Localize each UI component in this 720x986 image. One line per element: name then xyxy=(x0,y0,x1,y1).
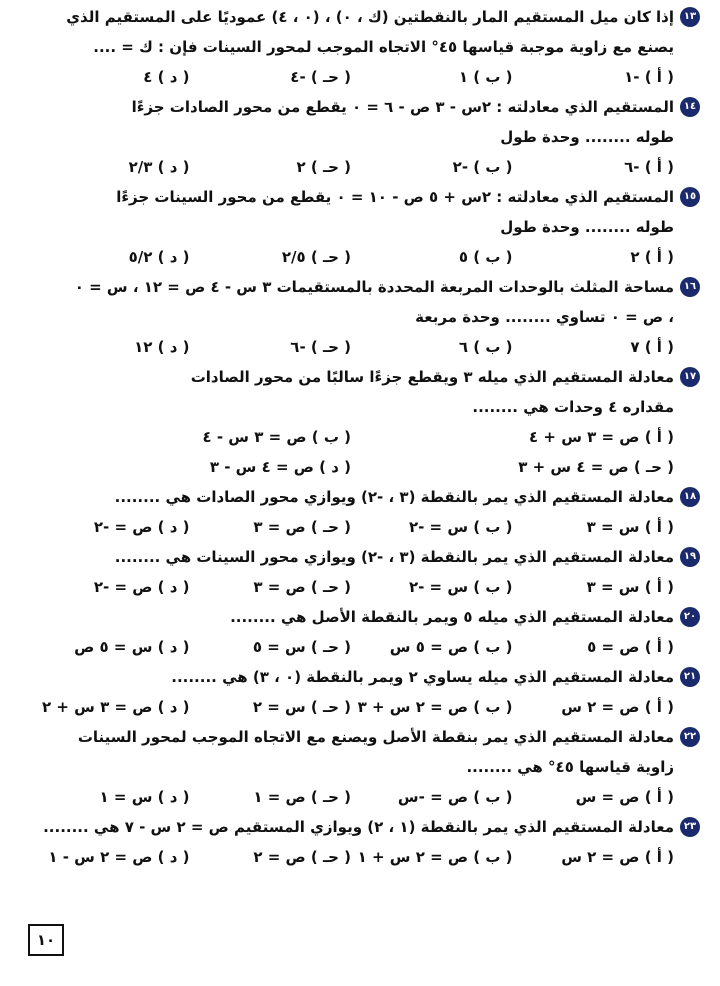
choice-b[interactable]: ( ب ) ١ xyxy=(458,68,513,86)
choice-c[interactable]: ( حـ ) ص = ٢ xyxy=(253,848,351,866)
choices-row xyxy=(28,512,700,542)
choice-a[interactable]: ( أ ) ٧ xyxy=(630,338,674,356)
choice-d[interactable]: ( د ) ٢/٣ xyxy=(128,158,190,176)
choices-row xyxy=(28,332,700,362)
choice-d[interactable]: ( د ) ص = ٢ س - ١ xyxy=(48,848,190,866)
question-text: المستقيم الذي معادلته : ٢س + ٥ ص - ١٠ = ٠ يقطع من محور السينات جزءًا xyxy=(116,188,674,206)
choice-a[interactable]: ( أ ) -٦ xyxy=(624,158,674,176)
question-number-badge: ١٨ xyxy=(680,487,700,507)
question-23 xyxy=(28,812,700,872)
question-text: معادلة المستقيم الذي يمر بنقطة الأصل ويصنع مع الاتجاه الموجب لمحور السينات xyxy=(77,728,674,746)
question-20 xyxy=(28,602,700,662)
choice-c[interactable]: ( حـ ) ص = ٣ xyxy=(253,578,351,596)
choices-row xyxy=(28,842,700,872)
choices-row xyxy=(28,242,700,272)
question-text: معادلة المستقيم الذي ميله ٥ ويمر بالنقطة الأصل هي ........ xyxy=(230,608,674,626)
choice-b[interactable]: ( ب ) ص = ٢ س + ٣ xyxy=(357,698,513,716)
choice-c[interactable]: ( حـ ) ص = ٤ س + ٣ xyxy=(518,458,674,476)
question-text: طوله ........ وحدة طول xyxy=(500,128,674,146)
choices-row xyxy=(28,452,700,482)
question-17 xyxy=(28,362,700,482)
choice-c[interactable]: ( حـ ) -٤ xyxy=(290,68,351,86)
choices-row xyxy=(28,572,700,602)
question-text: مقداره ٤ وحدات هي ........ xyxy=(472,398,674,416)
question-text: معادلة المستقيم الذي ميله ٣ ويقطع جزءًا سالبًا من محور الصادات xyxy=(190,368,674,386)
choices-row xyxy=(28,692,700,722)
choice-c[interactable]: ( حـ ) ٢ xyxy=(296,158,351,176)
question-text: معادلة المستقيم الذي يمر بالنقطة (١ ، ٢) ويوازي المستقيم ص = ٢ س - ٧ هي ........ xyxy=(43,818,674,836)
choice-b[interactable]: ( ب ) -٢ xyxy=(452,158,513,176)
choice-c[interactable]: ( حـ ) ص = ٣ xyxy=(253,518,351,536)
choice-d[interactable]: ( د ) ص = -٢ xyxy=(93,518,190,536)
choice-b[interactable]: ( ب ) ٥ xyxy=(458,248,513,266)
choice-a[interactable]: ( أ ) ص = س xyxy=(575,788,674,806)
question-text: زاوية قياسها ٤٥° هي ........ xyxy=(466,758,674,776)
choice-d[interactable]: ( د ) ٤ xyxy=(143,68,190,86)
choice-d[interactable]: ( د ) س = ٥ ص xyxy=(74,638,190,656)
choice-a[interactable]: ( أ ) ص = ٥ xyxy=(587,638,674,656)
question-18 xyxy=(28,482,700,542)
choice-d[interactable]: ( د ) ص = ٣ س + ٢ xyxy=(41,698,190,716)
choice-d[interactable]: ( د ) س = ١ xyxy=(99,788,190,806)
question-text: المستقيم الذي معادلته : ٢س - ٣ ص - ٦ = ٠ يقطع من محور الصادات جزءًا xyxy=(131,98,674,116)
choice-b[interactable]: ( ب ) ص = ٥ س xyxy=(389,638,513,656)
choice-a[interactable]: ( أ ) ص = ٢ س xyxy=(561,848,674,866)
question-text: معادلة المستقيم الذي يمر بالنقطة (٣ ، -٢) ويوازي محور الصادات هي ........ xyxy=(114,488,674,506)
choice-b[interactable]: ( ب ) ٦ xyxy=(458,338,513,356)
choice-c[interactable]: ( حـ ) ص = ١ xyxy=(253,788,351,806)
choice-a[interactable]: ( أ ) ص = ٢ س xyxy=(561,698,674,716)
choice-b[interactable]: ( ب ) س = -٢ xyxy=(408,578,513,596)
choice-b[interactable]: ( ب ) ص = -س xyxy=(397,788,513,806)
choice-c[interactable]: ( حـ ) س = ٥ xyxy=(252,638,351,656)
choice-d[interactable]: ( د ) ص = ٤ س - ٣ xyxy=(209,458,351,476)
question-number-badge: ٢٣ xyxy=(680,817,700,837)
question-text: مساحة المثلث بالوحدات المربعة المحددة بالمستقيمات ٣ س - ٤ ص = ١٢ ، س = ٠ xyxy=(74,278,674,296)
question-13 xyxy=(28,2,700,92)
choices-row xyxy=(28,782,700,812)
choices-row xyxy=(28,62,700,92)
choice-b[interactable]: ( ب ) س = -٢ xyxy=(408,518,513,536)
question-text: ، ص = ٠ تساوي ........ وحدة مربعة xyxy=(415,308,674,326)
question-14 xyxy=(28,92,700,182)
choice-a[interactable]: ( أ ) ٢ xyxy=(630,248,674,266)
question-22 xyxy=(28,722,700,812)
question-text: يصنع مع زاوية موجبة قياسها ٤٥° الاتجاه الموجب لمحور السينات فإن : ك = .... xyxy=(93,38,674,56)
choice-c[interactable]: ( حـ ) س = ٢ xyxy=(252,698,351,716)
question-21 xyxy=(28,662,700,722)
choice-d[interactable]: ( د ) ١٢ xyxy=(134,338,190,356)
question-number-badge: ١٦ xyxy=(680,277,700,297)
question-number-badge: ٢٢ xyxy=(680,727,700,747)
choice-a[interactable]: ( أ ) س = ٣ xyxy=(586,578,674,596)
question-text: معادلة المستقيم الذي يمر بالنقطة (٣ ، -٢) ويوازي محور السينات هي ........ xyxy=(114,548,674,566)
question-number-badge: ٢١ xyxy=(680,667,700,687)
choice-a[interactable]: ( أ ) ص = ٣ س + ٤ xyxy=(529,428,674,446)
question-15 xyxy=(28,182,700,272)
choice-b[interactable]: ( ب ) ص = ٢ س + ١ xyxy=(357,848,513,866)
question-19 xyxy=(28,542,700,602)
question-text: معادلة المستقيم الذي ميله يساوي ٢ ويمر بالنقطة (٠ ، ٣) هي ........ xyxy=(171,668,674,686)
question-number-badge: ١٧ xyxy=(680,367,700,387)
choice-b[interactable]: ( ب ) ص = ٣ س - ٤ xyxy=(202,428,351,446)
question-number-badge: ٢٠ xyxy=(680,607,700,627)
page-number: ١٠ xyxy=(36,931,56,949)
question-number-badge: ١٥ xyxy=(680,187,700,207)
page-number-box xyxy=(28,924,64,956)
choices-row xyxy=(28,152,700,182)
choice-a[interactable]: ( أ ) -١ xyxy=(624,68,674,86)
question-number-badge: ١٣ xyxy=(680,7,700,27)
choice-a[interactable]: ( أ ) س = ٣ xyxy=(586,518,674,536)
question-text: إذا كان ميل المستقيم المار بالنقطتين (ك ، ٠) ، (٠ ، ٤) عموديًا على المستقيم الذي xyxy=(66,8,674,26)
question-text: طوله ........ وحدة طول xyxy=(500,218,674,236)
question-number-badge: ١٤ xyxy=(680,97,700,117)
question-16 xyxy=(28,272,700,362)
choice-c[interactable]: ( حـ ) -٦ xyxy=(290,338,351,356)
question-number-badge: ١٩ xyxy=(680,547,700,567)
choice-c[interactable]: ( حـ ) ٢/٥ xyxy=(281,248,351,266)
choices-row xyxy=(28,632,700,662)
choice-d[interactable]: ( د ) ص = -٢ xyxy=(93,578,190,596)
choices-row xyxy=(28,422,700,452)
choice-d[interactable]: ( د ) ٥/٢ xyxy=(128,248,190,266)
